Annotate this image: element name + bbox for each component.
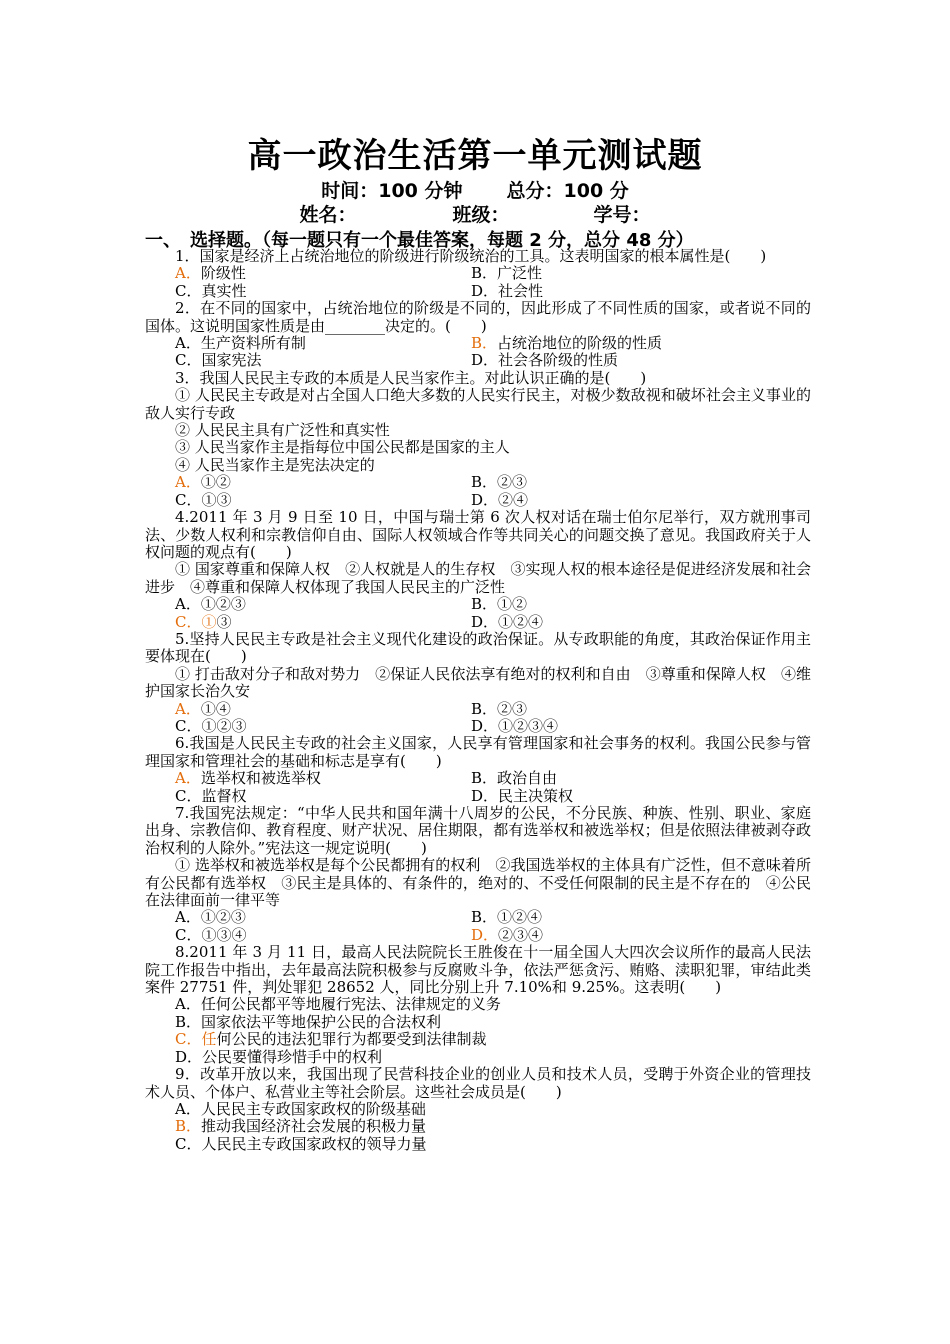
answer-mark: A． [175, 769, 201, 788]
answer-mark: B． [175, 1117, 202, 1136]
question-4-stem: 4.2011 年 3 月 9 日至 10 日，中国与瑞士第 6 次人权对话在瑞士伯尔尼举行，双方就刑事司法、少数人权利和宗教信仰自由、国际人权领域合作等共同关心的问题交换了意见。我国政府关于人权问题的观点有( ) [145, 508, 811, 561]
question-1-options-row-1 [145, 265, 811, 282]
question-2-option-a: A．生产资料所有制 [175, 334, 306, 353]
question-4-options-row-2 [145, 614, 811, 631]
question-6-option-a: A．选举权和被选举权 [175, 769, 321, 788]
question-2-option-b: B．占统治地位的阶级的性质 [471, 334, 663, 353]
question-5-stem: 5.坚持人民民主专政是社会主义现代化建设的政治保证。从专政职能的角度，其政治保证作用主要体现在( ) [145, 629, 811, 666]
answer-mark: A． [175, 699, 201, 718]
question-8-option-b: B．国家依法平等地保护公民的合法权利 [175, 1012, 442, 1031]
answer-mark: A． [175, 473, 201, 492]
question-4-option-b: B．①② [471, 595, 528, 614]
question-4-option-a: A．①②③ [175, 595, 246, 614]
question-6-option-c: C．监督权 [175, 786, 247, 805]
question-5-option-a: A．①④ [175, 699, 231, 718]
document-title: 高一政治生活第一单元测试题 [247, 136, 703, 176]
question-4-statements: ① 国家尊重和保障人权 ②人权就是人的生存权 ③实现人权的根本途径是促进经济发展和社会进步 ④尊重和保障人权体现了我国人民民主的广泛性 [145, 560, 811, 596]
question-7-option-a: A．①②③ [175, 908, 246, 927]
question-5-options-row-1 [145, 701, 811, 718]
question-1-options-row-2 [145, 283, 811, 300]
question-7-option-d: D．②③④ [471, 925, 544, 944]
answer-mark: A． [175, 264, 201, 283]
exam-meta-line-1 [0, 176, 950, 203]
question-3-statement-4: ④ 人民当家作主是宪法决定的 [175, 455, 375, 474]
question-1-option-b: B．广泛性 [471, 264, 543, 283]
question-5-option-c: C．①②③ [175, 716, 247, 735]
exam-time: 时间：100 分钟 [321, 180, 463, 202]
question-list [145, 248, 811, 1153]
question-7-stem: 7.我国宪法规定：“中华人民共和国年满十八周岁的公民，不分民族、种族、性别、职业、家庭出身、宗教信仰、教育程度、财产状况、居住期限，都有选举权和被选举权；但是依照法律被剥夺政治权利的人除外。”宪法这一规定说明( ) [145, 804, 811, 857]
question-9-stem: 9．改革开放以来，我国出现了民营科技企业的创业人员和技术人员，受聘于外资企业的管理技术人员、个体户、私营业主等社会阶层。这些社会成员是( ) [145, 1065, 811, 1101]
question-8-option-d: D．公民要懂得珍惜手中的权利 [175, 1047, 383, 1066]
question-4-option-d: D．①②④ [471, 612, 544, 631]
question-7-option-c: C．①③④ [175, 925, 247, 944]
question-1-option-d: D．社会性 [471, 281, 544, 300]
question-6-options-row-2 [145, 788, 811, 805]
question-8-option-c: C．任何公民的违法犯罪行为都要受到法律制裁 [175, 1030, 487, 1049]
question-1-option-a: A．阶级性 [175, 264, 246, 283]
question-5-option-b: B．②③ [471, 699, 528, 718]
question-7-options-row-1 [145, 909, 811, 926]
question-3-stem: 3．我国人民民主专政的本质是人民当家作主。对此认识正确的是( ) [175, 368, 647, 387]
question-6-option-d: D．民主决策权 [471, 786, 574, 805]
question-7-options-row-2 [145, 927, 811, 944]
question-5-statements: ① 打击敌对分子和敌对势力 ②保证人民依法享有绝对的权利和自由 ③尊重和保障人权 ④维护国家长治久安 [145, 664, 811, 701]
question-8-option-a: A．任何公民都平等地履行宪法、法律规定的义务 [175, 995, 501, 1014]
exam-meta-line-2 [0, 200, 950, 227]
question-5-options-row-2 [145, 718, 811, 735]
question-2-options-row-1 [145, 335, 811, 352]
student-class-label: 班级： [452, 204, 510, 226]
exam-total-score: 总分：100 分 [506, 180, 629, 202]
question-6-stem: 6.我国是人民民主专政的社会主义国家，人民享有管理国家和社会事务的权利。我国公民参与管理国家和管理社会的基础和标志是享有( ) [145, 734, 811, 770]
question-6-option-b: B．政治自由 [471, 769, 558, 788]
question-4-option-c: C．①③ [175, 612, 232, 631]
question-2-stem: 2．在不同的国家中，占统治地位的阶级是不同的，因此形成了不同性质的国家，或者说不同的国体。这说明国家性质是由________决定的。( ) [145, 299, 811, 335]
question-9-option-c: C．人民民主专政国家政权的领导力量 [175, 1134, 427, 1153]
section-heading: 一、 选择题。（每一题只有一个最佳答案，每题 2 分，总分 48 分） [145, 230, 694, 251]
question-8-stem: 8.2011 年 3 月 11 日，最高人民法院院长王胜俊在十一届全国人大四次会议所作的最高人民法院工作报告中指出，去年最高法院积极参与反腐败斗争，依法严惩贪污、贿赂、渎职犯罪，审结此类案件 27751 件，判处罪犯 28652 人，同比分别上升 7.10%和 9.25%。这表明( ) [145, 943, 811, 997]
question-3-statement-1: ① 人民民主专政是对占全国人口绝大多数的人民实行民主，对极少数敌视和破坏社会主义事业的敌人实行专政 [145, 386, 811, 422]
question-3-statement-2: ② 人民民主具有广泛性和真实性 [175, 421, 390, 440]
question-1-stem: 1．国家是经济上占统治地位的阶级进行阶级统治的工具。这表明国家的根本属性是( ) [175, 247, 767, 265]
answer-mark: B． [471, 334, 498, 353]
question-2-option-c: C．国家宪法 [175, 351, 262, 370]
question-3-option-a: A．①② [175, 473, 231, 492]
question-3-option-d: D．②④ [471, 490, 529, 509]
question-7-option-b: B．①②④ [471, 908, 543, 927]
question-3-statement-3: ③ 人民当家作主是指每位中国公民都是国家的主人 [175, 438, 510, 457]
question-3-option-c: C．①③ [175, 490, 232, 509]
question-5-option-d: D．①②③④ [471, 716, 559, 735]
answer-mark: C．任 [175, 1030, 217, 1049]
question-3-option-b: B．②③ [471, 473, 528, 492]
student-id-label: 学号： [593, 204, 651, 226]
student-name-label: 姓名： [299, 204, 357, 226]
question-1-option-c: C．真实性 [175, 281, 247, 300]
question-4-options-row-1 [145, 596, 811, 613]
answer-mark: D． [471, 925, 499, 944]
question-3-options-row-1 [145, 474, 811, 491]
question-2-options-row-2 [145, 352, 811, 369]
question-3-options-row-2 [145, 492, 811, 509]
question-7-statements: ① 选举权和被选举权是每个公民都拥有的权利 ②我国选举权的主体具有广泛性，但不意味着所有公民都有选举权 ③民主是具体的、有条件的，绝对的、不受任何限制的民主是不存在的 ④公民在法律面前一律平等 [145, 856, 811, 910]
question-9-option-b: B．推动我国经济社会发展的积极力量 [175, 1117, 427, 1136]
question-6-options-row-1 [145, 770, 811, 787]
question-9-option-a: A．人民民主专政国家政权的阶级基础 [175, 1099, 426, 1118]
answer-mark: C．① [175, 612, 217, 631]
question-2-option-d: D．社会各阶级的性质 [471, 351, 619, 370]
